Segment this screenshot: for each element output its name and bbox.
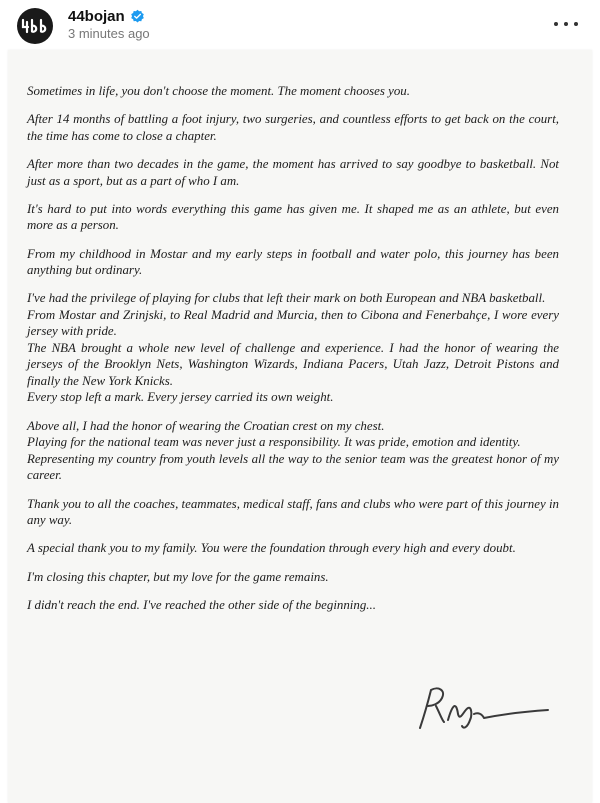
letter-paragraph: It's hard to put into words everything this game has given me. It shaped me as an athlete, but even more as a person. [27,201,559,233]
letter-paragraph: I didn't reach the end. I've reached the other side of the beginning... [27,597,376,612]
letter-paragraph: From my childhood in Mostar and my early steps in football and water polo, this journey has been anything but ordinary. [27,246,559,278]
more-options-button[interactable] [554,14,578,34]
letter-paragraph: After more than two decades in the game, the moment has arrived to say goodbye to basketball. Not just as a sport, but as a part of who I am. [27,157,559,188]
letter-paragraph: I'm closing this chapter, but my love for the game remains. [27,569,329,584]
verified-badge-icon [130,9,145,24]
signature-icon [398,676,558,736]
more-dot-icon [554,22,558,26]
letter-paragraph: After 14 months of battling a foot injury, two surgeries, and countless efforts to get back on the court, the time has come to close a chapter. [27,112,559,143]
more-dot-icon [564,22,568,26]
letter-paragraph: I've had the privilege of playing for clubs that left their mark on both European and NBA basketball. [27,291,546,306]
letter-paragraph: Above all, I had the honor of wearing the Croatian crest on my chest. [27,418,385,433]
letter-paragraph: Sometimes in life, you don't choose the moment. The moment chooses you. [27,84,410,98]
more-dot-icon [574,22,578,26]
letter-paragraph: A special thank you to my family. You were the foundation through every high and every doubt. [27,541,516,556]
letter-paragraph: The NBA brought a whole new level of challenge and experience. I had the honor of wearing the jerseys of the Brooklyn Nets, Washington Wizards, Indiana Pacers, Utah Jazz, Detroit Pistons and finally the New York Knicks. [27,340,559,388]
letter-paragraph: From Mostar and Zrinjski, to Real Madrid and Murcia, then to Cibona and Fenerbahçe, I wore every jersey with pride. [27,307,559,339]
username[interactable]: 44bojan [68,7,125,25]
letter-paragraph: Representing my country from youth levels all the way to the senior team was the greatest honor of my career. [27,451,559,483]
brand-logo-icon [20,17,50,35]
username-row [68,6,145,26]
avatar[interactable] [17,8,53,44]
letter-paragraph: Thank you to all the coaches, teammates, medical staff, fans and clubs who were part of this journey in any way. [27,496,559,528]
post-header [0,0,600,50]
letter-paragraph: Every stop left a mark. Every jersey carried its own weight. [27,390,334,405]
letter-paragraph: Playing for the national team was never just a responsibility. It was pride, emotion and identity. [27,435,521,450]
letter-body [27,83,559,625]
post-timestamp: 3 minutes ago [68,26,150,41]
